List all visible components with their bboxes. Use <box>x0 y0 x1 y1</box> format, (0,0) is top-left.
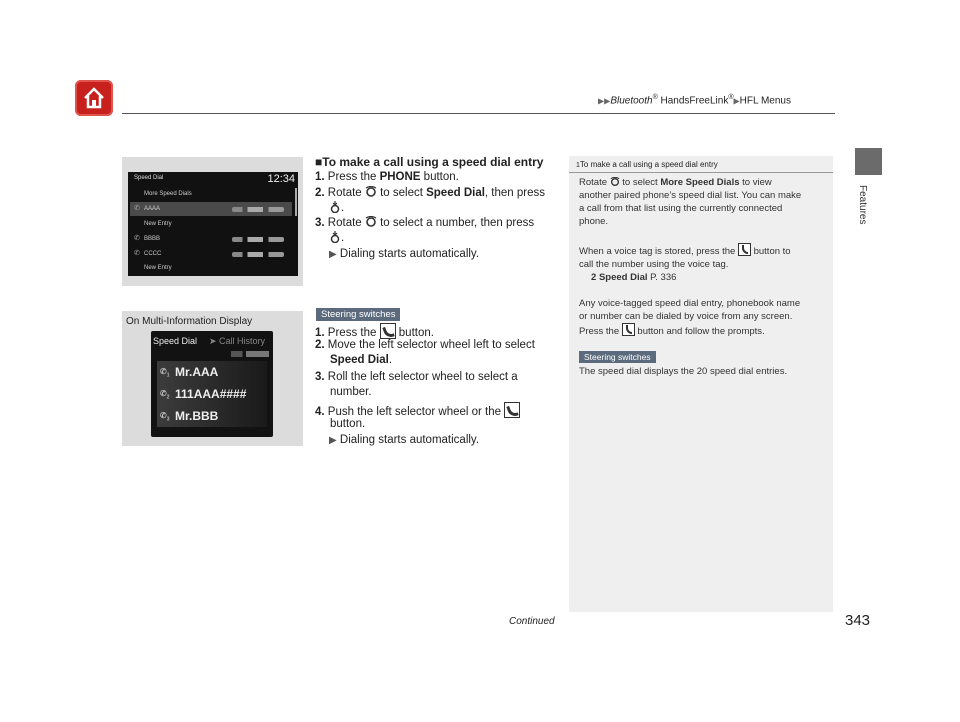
screen-clock: 12:34 <box>267 173 295 185</box>
list-item: $✆_2$ 111AAA#### <box>157 383 267 405</box>
interface-dial-icon <box>610 177 620 187</box>
step-continuation: button. <box>330 418 366 430</box>
press-dial-icon <box>329 201 341 213</box>
continued-label: Continued <box>509 616 555 627</box>
notes-title: 1To make a call using a speed dial entry <box>576 160 718 169</box>
step: 2. Rotate to select Speed Dial, then press <box>315 187 546 199</box>
page-number: 343 <box>845 612 871 629</box>
breadcrumb-arrow-icon: ▶ <box>733 96 740 106</box>
tab-arrow-icon: ➤ <box>209 336 217 346</box>
step: 1. Press the button. <box>315 323 434 339</box>
note-marker-icon: 1 <box>576 162 580 169</box>
figure-label: On Multi-Information Display <box>126 316 253 327</box>
chapter-tab[interactable] <box>855 148 882 175</box>
screen-tabs <box>151 331 273 351</box>
notes-divider <box>569 172 833 173</box>
interface-dial-icon <box>365 186 377 198</box>
phone-icon: $✆_3$ <box>160 411 170 423</box>
step: 3. Roll the left selector wheel to select a <box>315 371 518 383</box>
note-paragraph: When a voice tag is stored, press the button to call the number using the voice tag. 2 Speed Dial P. 336 <box>579 243 829 284</box>
list-item: ✆ BBBB <box>130 232 292 246</box>
result-arrow-icon: ▶ <box>329 435 337 446</box>
screen-title: Speed Dial <box>134 175 164 181</box>
list-item: More Speed Dials <box>144 191 192 197</box>
scrollbar <box>295 188 297 216</box>
phone-icon: $✆_1$ <box>160 367 170 379</box>
steering-switches-tag: Steering switches <box>579 351 656 363</box>
step: 1. Press the PHONE button. <box>315 171 459 183</box>
tab-call-history: Call History <box>219 336 266 346</box>
reference-arrow-icon: 2 <box>591 272 597 283</box>
step-result: ▶ Dialing starts automatically. <box>329 434 480 446</box>
signal-icon <box>231 351 269 357</box>
cross-reference[interactable]: 2 Speed Dial P. 336 <box>591 272 677 283</box>
number-placeholder <box>232 207 284 212</box>
number-placeholder <box>232 237 284 242</box>
breadcrumb-arrow-icon: ▶▶ <box>598 96 611 106</box>
step-result: ▶ Dialing starts automatically. <box>329 248 480 260</box>
step-continuation: number. <box>330 386 372 398</box>
list-item: New Entry <box>144 221 172 227</box>
phone-button-icon <box>380 323 396 339</box>
phone-button-icon <box>504 402 520 418</box>
phone-icon: ✆ <box>134 250 140 257</box>
note-paragraph: Any voice-tagged speed dial entry, phonebook name or number can be dialed by voice from any screen. Press the button and follow the prompts. <box>579 298 801 337</box>
section-heading: ■To make a call using a speed dial entry <box>315 155 544 169</box>
step-continuation: . <box>329 231 344 244</box>
list-item: $✆_1$ Mr.AAA <box>157 361 267 383</box>
step: 2. Move the left selector wheel left to select <box>315 339 535 351</box>
talk-button-icon <box>738 243 751 256</box>
list-item: ✆ CCCC <box>130 247 292 261</box>
step-continuation: Speed Dial. <box>330 354 393 366</box>
result-arrow-icon: ▶ <box>329 249 337 260</box>
step: 4. Push the left selector wheel or the <box>315 402 520 418</box>
note-paragraph: The speed dial displays the 20 speed dial entries. <box>579 366 788 377</box>
chapter-tab-label: Features <box>857 185 868 225</box>
press-dial-icon <box>329 231 341 243</box>
list-item: New Entry <box>144 265 172 271</box>
note-paragraph: Rotate to select More Speed Dials to view another paired phone’s speed dial list. You can make a call from that list using the currently connected phone. <box>579 177 802 227</box>
number-placeholder <box>232 252 284 257</box>
header-divider <box>122 113 835 114</box>
multi-information-display <box>151 331 273 437</box>
step-continuation: . <box>329 201 344 214</box>
phone-icon: ✆ <box>134 205 140 212</box>
step: 3. Rotate to select a number, then press <box>315 217 535 229</box>
steering-switches-tag: Steering switches <box>316 308 400 321</box>
home-icon <box>82 86 106 110</box>
home-button[interactable] <box>75 80 113 116</box>
phone-icon: $✆_2$ <box>160 389 170 401</box>
phone-icon: ✆ <box>134 235 140 242</box>
list-item: $✆_3$ Mr.BBB <box>157 405 267 427</box>
speed-dial-screen <box>128 172 298 276</box>
talk-button-icon <box>622 323 635 336</box>
interface-dial-icon <box>365 216 377 228</box>
breadcrumb: ▶▶Bluetooth® HandsFreeLink®▶HFL Menus <box>598 94 791 107</box>
tab-speed-dial: Speed Dial <box>153 336 198 346</box>
list-item: ✆ AAAA <box>130 202 292 216</box>
